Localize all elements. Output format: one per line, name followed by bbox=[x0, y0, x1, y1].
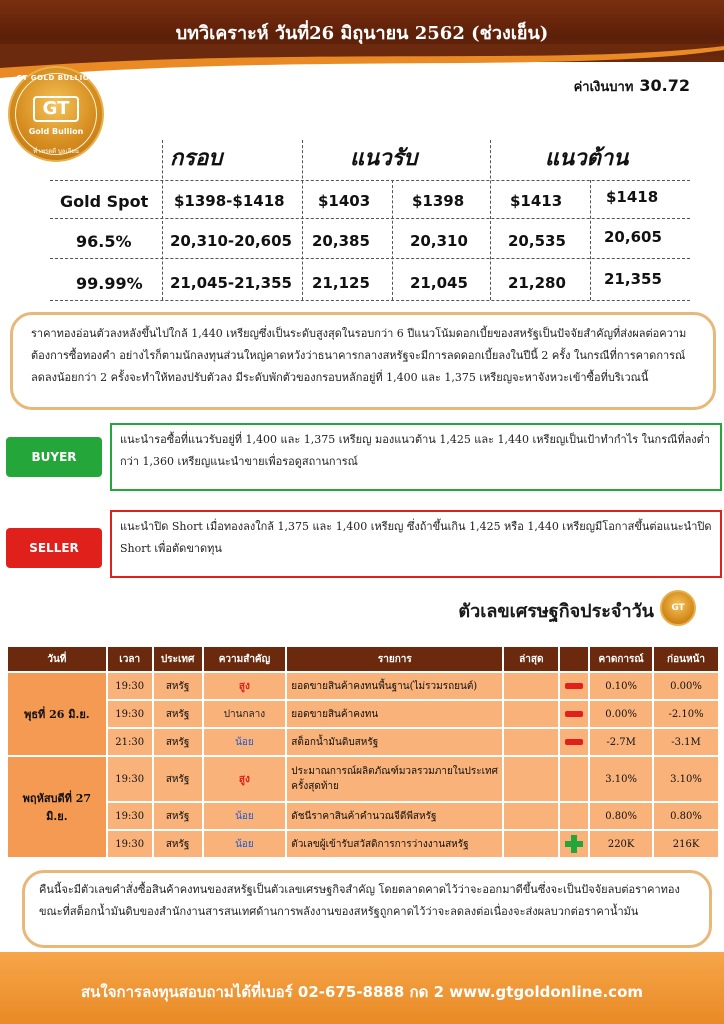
forecast-cell: 0.10% bbox=[589, 672, 653, 700]
support-2: 21,045 bbox=[410, 274, 468, 292]
item-cell: ประมาณการณ์ผลิตภัณฑ์มวลรวมภายในประเทศครั้งสุดท้าย bbox=[286, 756, 503, 802]
exchange-rate bbox=[574, 76, 690, 97]
row-divider bbox=[50, 258, 690, 259]
col-previous: ก่อนหน้า bbox=[653, 646, 719, 672]
support-1: 20,385 bbox=[312, 232, 370, 250]
col-importance: ความสำคัญ bbox=[203, 646, 287, 672]
logo-bottom-text: ที่ เทรดดี บูลเลียน bbox=[33, 148, 79, 155]
sign-cell bbox=[559, 756, 589, 802]
econ-title: ตัวเลขเศรษฐกิจประจำวัน bbox=[458, 601, 654, 622]
time-cell: 19:30 bbox=[107, 830, 153, 858]
small-gt-logo: GT bbox=[660, 590, 696, 626]
sign-cell bbox=[559, 700, 589, 728]
seller-badge: SELLER bbox=[6, 528, 102, 568]
buyer-box bbox=[110, 423, 722, 491]
actual-cell bbox=[503, 830, 559, 858]
row-divider bbox=[50, 300, 690, 301]
row-divider bbox=[50, 218, 690, 219]
table-row bbox=[7, 802, 719, 830]
buyer-text: แนะนำรอซื้อที่แนวรับอยู่ที่ 1,400 และ 1,375 เหรียญ มองแนวต้าน 1,425 และ 1,440 เหรียญเป็นเป้าทำกำไร ในกรณีที่ลงต่ำกว่า 1,360 เหรียญแนะนำขายเพื่อรอดูสถานการณ์ bbox=[120, 433, 710, 468]
previous-cell: 0.80% bbox=[653, 802, 719, 830]
importance-cell: สูง bbox=[203, 756, 287, 802]
col-item: รายการ bbox=[286, 646, 503, 672]
actual-cell bbox=[503, 802, 559, 830]
page-footer bbox=[0, 952, 724, 1024]
importance-cell: น้อย bbox=[203, 728, 287, 756]
item-cell: ตัวเลขผู้เข้ารับสวัสดิการการว่างงานสหรัฐ bbox=[286, 830, 503, 858]
support-1: $1403 bbox=[318, 192, 371, 210]
sign-cell bbox=[559, 830, 589, 858]
page-title: บทวิเคราะห์ วันที่26 มิถุนายน 2562 (ช่วงเย็น) bbox=[175, 23, 549, 44]
time-cell: 19:30 bbox=[107, 700, 153, 728]
time-cell: 19:30 bbox=[107, 802, 153, 830]
econ-header-row bbox=[7, 646, 719, 672]
range-value: 21,045-21,355 bbox=[170, 274, 292, 292]
actual-cell bbox=[503, 756, 559, 802]
buyer-badge: BUYER bbox=[6, 437, 102, 477]
day-cell: พฤหัสบดีที่ 27 มิ.ย. bbox=[7, 756, 107, 858]
day-cell: พุธที่ 26 มิ.ย. bbox=[7, 672, 107, 756]
support-2: 20,310 bbox=[410, 232, 468, 250]
outlook-text: คืนนี้จะมีตัวเลขคำสั่งซื้อสินค้าคงทนของสหรัฐเป็นตัวเลขเศรษฐกิจสำคัญ โดยตลาดคาดไว้ว่าจะออกมาดีขึ้นซึ่งจะเป็นปัจจัยลบต่อราคาทอง ขณะที่สต็อกน้ำมันดิบของสำนักงานสารสนเทศด้านการพลังงานของสหรัฐถูกคาดไว้ว่าจะลดลงต่อเนื่องจะส่งผลบวกต่อราคาน้ำมัน bbox=[39, 883, 680, 918]
header-support: แนวรับ bbox=[350, 145, 418, 171]
resistance-2: 21,355 bbox=[604, 270, 662, 288]
logo-mark: GT bbox=[33, 96, 79, 122]
table-row bbox=[7, 672, 719, 700]
row-label-96: 96.5% bbox=[76, 232, 132, 251]
resistance-2: 20,605 bbox=[604, 228, 662, 246]
summary-text: ราคาทองอ่อนตัวลงหลังขึ้นไปใกล้ 1,440 เหรียญซึ่งเป็นระดับสูงสุดในรอบกว่า 6 ปีแนวโน้มดอกเบี้ยของสหรัฐเป็นปัจจัยสำคัญที่ส่งผลต่อความต้องการซื้อทองคำ อย่างไรก็ตามนักลงทุนส่วนใหญ่คาดหวังว่าธนาคารกลางสหรัฐจะมีการลดดอกเบี้ยลงในปีนี้ 2 ครั้ง ในกรณีที่การคาดการณ์ลดลงน้อยกว่า 2 ครั้งจะทำให้ทองปรับตัวลง มีระดับพักตัวของกรอบหลักอยู่ที่ 1,400 และ 1,375 เหรียญจะหาจังหวะเข้าซื้อที่บริเวณนี้ bbox=[31, 327, 687, 384]
previous-cell: 0.00% bbox=[653, 672, 719, 700]
importance-cell: ปานกลาง bbox=[203, 700, 287, 728]
exchange-value: 30.72 bbox=[639, 76, 690, 95]
country-cell: สหรัฐ bbox=[153, 728, 203, 756]
actual-cell bbox=[503, 672, 559, 700]
importance-cell: สูง bbox=[203, 672, 287, 700]
exchange-label: ค่าเงินบาท bbox=[573, 80, 634, 95]
seller-box bbox=[110, 510, 722, 578]
actual-cell bbox=[503, 728, 559, 756]
col-time: เวลา bbox=[107, 646, 153, 672]
country-cell: สหรัฐ bbox=[153, 830, 203, 858]
item-cell: ยอดขายสินค้าคงทน bbox=[286, 700, 503, 728]
summary-box bbox=[10, 312, 716, 410]
col-divider bbox=[490, 140, 491, 300]
resistance-1: 21,280 bbox=[508, 274, 566, 292]
row-label-gold-spot: Gold Spot bbox=[60, 192, 149, 211]
col-country: ประเทศ bbox=[153, 646, 203, 672]
plus-icon bbox=[565, 835, 583, 853]
row-divider bbox=[50, 180, 690, 181]
resistance-1: $1413 bbox=[510, 192, 563, 210]
sign-cell bbox=[559, 802, 589, 830]
gt-gold-logo bbox=[8, 66, 104, 162]
table-row bbox=[7, 700, 719, 728]
resistance-1: 20,535 bbox=[508, 232, 566, 250]
country-cell: สหรัฐ bbox=[153, 802, 203, 830]
resistance-2: $1418 bbox=[606, 188, 659, 206]
table-row bbox=[7, 830, 719, 858]
item-cell: ดัชนีราคาสินค้าคำนวณจีดีพีสหรัฐ bbox=[286, 802, 503, 830]
outlook-box bbox=[22, 870, 712, 948]
table-row bbox=[7, 728, 719, 756]
forecast-cell: 0.80% bbox=[589, 802, 653, 830]
logo-top-text: GT GOLD BULLION bbox=[16, 74, 96, 82]
minus-icon bbox=[565, 739, 583, 745]
time-cell: 19:30 bbox=[107, 672, 153, 700]
sign-cell bbox=[559, 728, 589, 756]
minus-icon bbox=[565, 683, 583, 689]
logo-sub-text: Gold Bullion bbox=[28, 127, 84, 136]
previous-cell: -2.10% bbox=[653, 700, 719, 728]
col-divider bbox=[302, 140, 303, 300]
previous-cell: 3.10% bbox=[653, 756, 719, 802]
forecast-cell: 3.10% bbox=[589, 756, 653, 802]
support-2: $1398 bbox=[412, 192, 465, 210]
previous-cell: -3.1M bbox=[653, 728, 719, 756]
time-cell: 21:30 bbox=[107, 728, 153, 756]
forecast-cell: -2.7M bbox=[589, 728, 653, 756]
col-forecast: คาดการณ์ bbox=[589, 646, 653, 672]
header-range: กรอบ bbox=[170, 145, 223, 171]
range-value: $1398-$1418 bbox=[174, 192, 285, 210]
time-cell: 19:30 bbox=[107, 756, 153, 802]
range-value: 20,310-20,605 bbox=[170, 232, 292, 250]
item-cell: สต็อกน้ำมันดิบสหรัฐ bbox=[286, 728, 503, 756]
col-sign bbox=[559, 646, 589, 672]
row-label-9999: 99.99% bbox=[76, 274, 143, 293]
seller-text: แนะนำปิด Short เมื่อทองลงใกล้ 1,375 และ 1,400 เหรียญ ซึ่งถ้าขึ้นเกิน 1,425 หรือ 1,440 เหรียญมีโอกาสขึ้นต่อแนะนำปิด Short เพื่อตัดขาดทุน bbox=[120, 520, 712, 555]
sign-cell bbox=[559, 672, 589, 700]
importance-cell: น้อย bbox=[203, 802, 287, 830]
col-divider bbox=[162, 140, 163, 300]
country-cell: สหรัฐ bbox=[153, 672, 203, 700]
forecast-cell: 0.00% bbox=[589, 700, 653, 728]
forecast-cell: 220K bbox=[589, 830, 653, 858]
actual-cell bbox=[503, 700, 559, 728]
table-row bbox=[7, 756, 719, 802]
col-divider bbox=[392, 180, 393, 300]
item-cell: ยอดขายสินค้าคงทนพื้นฐาน(ไม่รวมรถยนต์) bbox=[286, 672, 503, 700]
country-cell: สหรัฐ bbox=[153, 700, 203, 728]
col-divider bbox=[590, 180, 591, 300]
importance-cell: น้อย bbox=[203, 830, 287, 858]
footer-contact: สนใจการลงทุนสอบถามได้ที่เบอร์ 02-675-8888 กด 2 www.gtgoldonline.com bbox=[80, 983, 644, 1001]
country-cell: สหรัฐ bbox=[153, 756, 203, 802]
header-resistance: แนวต้าน bbox=[545, 145, 629, 171]
minus-icon bbox=[565, 711, 583, 717]
econ-table bbox=[6, 645, 720, 859]
col-actual: ล่าสุด bbox=[503, 646, 559, 672]
col-date: วันที่ bbox=[7, 646, 107, 672]
previous-cell: 216K bbox=[653, 830, 719, 858]
support-1: 21,125 bbox=[312, 274, 370, 292]
